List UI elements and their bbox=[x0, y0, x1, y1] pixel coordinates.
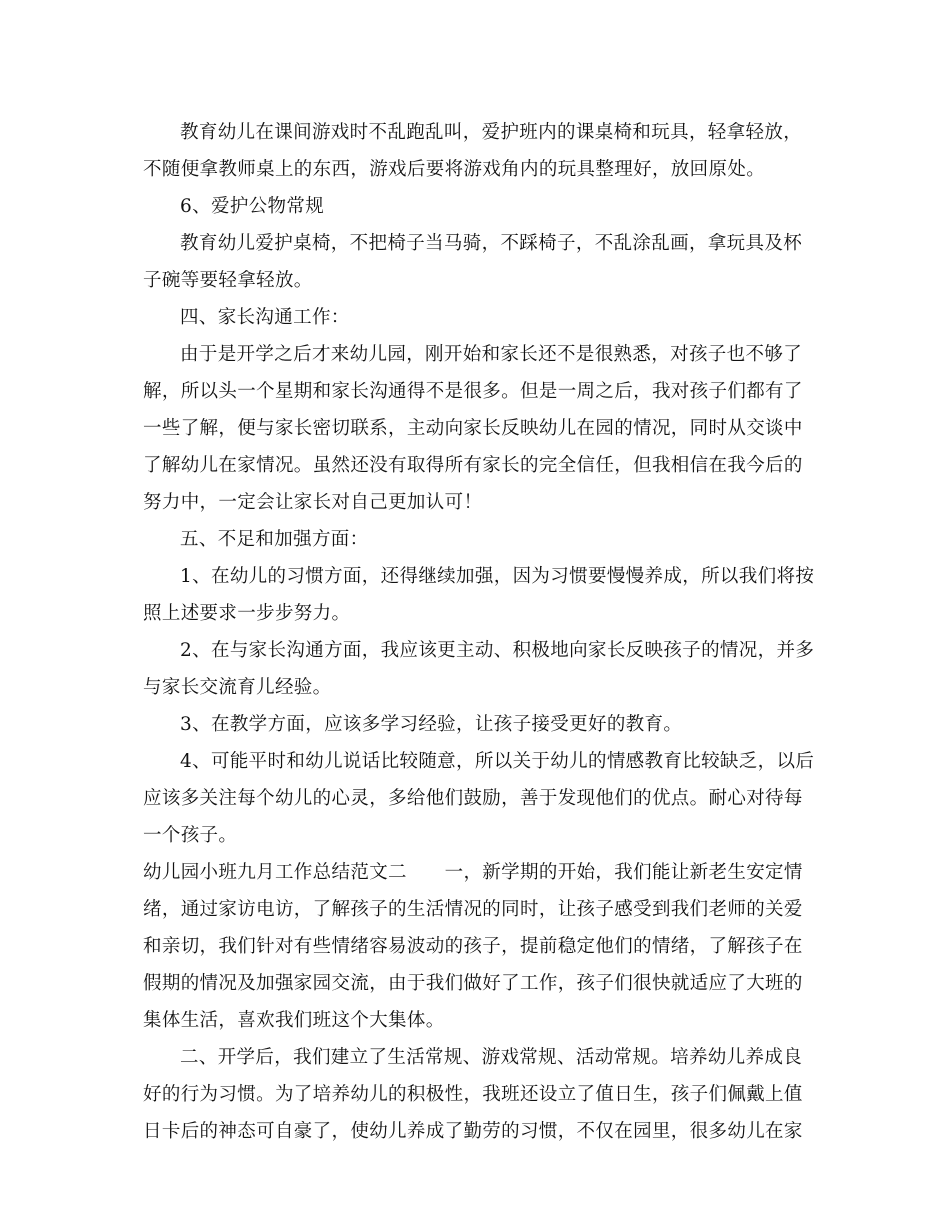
paragraph-line: 一些了解，便与家长密切联系，主动向家长反映幼儿在园的情况，同时从交谈中 bbox=[143, 418, 803, 439]
paragraph-line: 假期的情况及加强家园交流，由于我们做好了工作，孩子们很快就适应了大班的 bbox=[143, 973, 803, 994]
paragraph-line: 照上述要求一步步努力。 bbox=[143, 603, 351, 624]
section-heading: 6、爱护公物常规 bbox=[180, 196, 325, 217]
paragraph-line: 由于是开学之后才来幼儿园，刚开始和家长还不是很熟悉，对孩子也不够了 bbox=[180, 344, 803, 365]
paragraph-line: 日卡后的神态可自豪了，使幼儿养成了勤劳的习惯，不仅在园里，很多幼儿在家 bbox=[143, 1121, 803, 1142]
paragraph-line: 不随便拿教师桌上的东西，游戏后要将游戏角内的玩具整理好，放回原处。 bbox=[143, 159, 766, 180]
section-heading: 四、家长沟通工作： bbox=[180, 307, 350, 328]
paragraph-line: 4、可能平时和幼儿说话比较随意，所以关于幼儿的情感教育比较缺乏，以后 bbox=[180, 751, 815, 772]
section-heading: 五、不足和加强方面： bbox=[180, 529, 369, 550]
paragraph-line: 集体生活，喜欢我们班这个大集体。 bbox=[143, 1010, 445, 1031]
paragraph-line: 子碗等要轻拿轻放。 bbox=[143, 270, 313, 291]
paragraph-line: 应该多关注每个幼儿的心灵，多给他们鼓励，善于发现他们的优点。耐心对待每 bbox=[143, 788, 803, 809]
paragraph-line: 好的行为习惯。为了培养幼儿的积极性，我班还设立了值日生，孩子们佩戴上值 bbox=[143, 1084, 803, 1105]
paragraph-line: 绪，通过家访电访，了解孩子的生活情况的同时，让孩子感受到我们老师的关爱 bbox=[143, 899, 803, 920]
paragraph-line: 教育幼儿爱护桌椅，不把椅子当马骑，不踩椅子，不乱涂乱画，拿玩具及杯 bbox=[180, 233, 803, 254]
paragraph-line: 了解幼儿在家情况。虽然还没有取得所有家长的完全信任，但我相信在我今后的 bbox=[143, 455, 803, 476]
paragraph-line: 3、在教学方面，应该多学习经验，让孩子接受更好的教育。 bbox=[180, 714, 683, 735]
paragraph-line: 解，所以头一个星期和家长沟通得不是很多。但是一周之后，我对孩子们都有了 bbox=[143, 381, 803, 402]
paragraph-line: 与家长交流育儿经验。 bbox=[143, 677, 332, 698]
paragraph-line: 二、开学后，我们建立了生活常规、游戏常规、活动常规。培养幼儿养成良 bbox=[180, 1047, 803, 1068]
paragraph-line: 幼儿园小班九月工作总结范文二 一，新学期的开始，我们能让新老生安定情 bbox=[143, 862, 803, 883]
paragraph-line: 2、在与家长沟通方面，我应该更主动、积极地向家长反映孩子的情况，并多 bbox=[180, 640, 815, 661]
paragraph-line: 一个孩子。 bbox=[143, 825, 238, 846]
paragraph-line: 努力中，一定会让家长对自己更加认可！ bbox=[143, 492, 483, 513]
paragraph-line: 1、在幼儿的习惯方面，还得继续加强，因为习惯要慢慢养成，所以我们将按 bbox=[180, 566, 815, 587]
paragraph-line: 和亲切，我们针对有些情绪容易波动的孩子，提前稳定他们的情绪，了解孩子在 bbox=[143, 936, 803, 957]
paragraph-line: 教育幼儿在课间游戏时不乱跑乱叫，爱护班内的课桌椅和玩具，轻拿轻放， bbox=[180, 122, 803, 143]
